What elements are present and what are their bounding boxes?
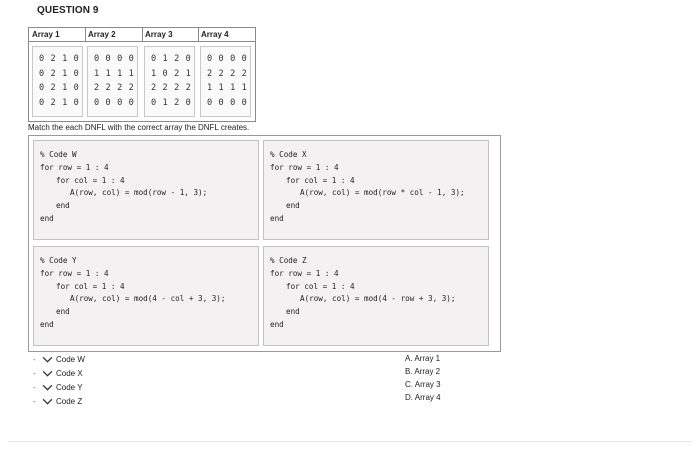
code-line: A(row, col) = mod(row - 1, 3); [70,188,208,198]
code-line: end [270,319,284,329]
match-select-code-x[interactable] [33,366,85,380]
array-row: 0 1 2 0 [151,54,192,64]
match-item-label: Code Y [56,382,83,392]
header-divider [85,28,86,41]
array-row: 0 2 1 0 [39,97,80,108]
instruction-text: Match the each DNFL with the correct array the DNFL creates. [28,123,250,132]
list-dash: - [33,382,36,392]
code-line: end [286,307,300,317]
chevron-down-icon[interactable] [42,383,53,392]
header-divider [198,28,199,41]
array-row: 0 0 0 0 [94,97,135,108]
code-line: end [286,201,300,211]
chevron-down-icon[interactable] [42,355,53,364]
code-line: for col = 1 : 4 [286,175,355,185]
code-line: for row = 1 : 4 [270,268,339,278]
array-row: 0 0 0 0 [207,97,248,108]
chevron-down-icon[interactable] [42,369,53,378]
array-2-grid [87,46,138,117]
array-4-header: Array 4 [201,30,229,39]
code-line: A(row, col) = mod(4 - col + 3, 3); [70,294,226,304]
list-dash: - [33,396,36,406]
array-row: 0 1 2 0 [151,97,192,108]
answer-option: C. Array 3 [405,380,441,389]
answer-option: D. Array 4 [405,393,441,402]
array-row: 0 2 1 0 [39,54,80,64]
answer-option: B. Array 2 [405,367,441,376]
array-3-header: Array 3 [145,30,173,39]
array-1-grid [32,46,83,117]
match-select-code-z[interactable] [33,394,85,408]
header-rule [29,41,255,42]
array-row: 0 2 1 0 [39,68,80,79]
code-line: end [56,307,70,317]
array-3-grid [144,46,195,117]
list-dash: - [33,368,36,378]
code-line: for row = 1 : 4 [40,268,109,278]
list-dash: - [33,354,36,364]
array-row: 0 0 0 0 [94,54,135,64]
code-line: for row = 1 : 4 [270,162,339,172]
match-list [33,352,85,408]
code-x-block [263,140,489,240]
match-item-label: Code Z [56,396,83,406]
code-comment: % Code W [40,150,77,159]
match-item-label: Code X [56,368,83,378]
code-line: end [40,319,54,329]
code-z-block [263,246,489,346]
array-row: 1 1 1 1 [94,68,135,79]
header-divider [142,28,143,41]
code-line: end [270,213,284,223]
array-row: 1 1 1 1 [207,83,248,93]
code-comment: % Code X [270,150,307,159]
match-item-label: Code W [56,354,85,364]
question-title: QUESTION 9 [37,5,99,16]
code-comment: % Code Z [270,256,307,265]
code-grid [28,135,501,352]
code-line: for col = 1 : 4 [56,281,125,291]
code-line: A(row, col) = mod(4 - row + 3, 3); [300,294,456,304]
chevron-down-icon[interactable] [42,397,53,406]
code-line: end [56,201,70,211]
array-row: 2 2 2 2 [94,83,135,93]
code-line: for col = 1 : 4 [56,175,125,185]
code-line: for row = 1 : 4 [40,162,109,172]
match-select-code-y[interactable] [33,380,85,394]
answer-option: A. Array 1 [405,354,441,363]
arrays-table [28,27,256,122]
code-line: end [40,213,54,223]
code-line: for col = 1 : 4 [286,281,355,291]
array-row: 0 0 0 0 [207,54,248,64]
array-row: 1 0 2 1 [151,68,192,79]
array-row: 2 2 2 2 [151,83,192,93]
code-comment: % Code Y [40,256,77,265]
code-w-block [33,140,259,240]
array-1-header: Array 1 [32,30,60,39]
code-y-block [33,246,259,346]
array-row: 0 2 1 0 [39,83,80,93]
bottom-divider [8,441,692,442]
match-select-code-w[interactable] [33,352,85,366]
code-line: A(row, col) = mod(row * col - 1, 3); [300,188,465,198]
array-4-grid [200,46,251,117]
array-2-header: Array 2 [88,30,116,39]
answer-list [405,352,441,404]
array-row: 2 2 2 2 [207,68,248,79]
